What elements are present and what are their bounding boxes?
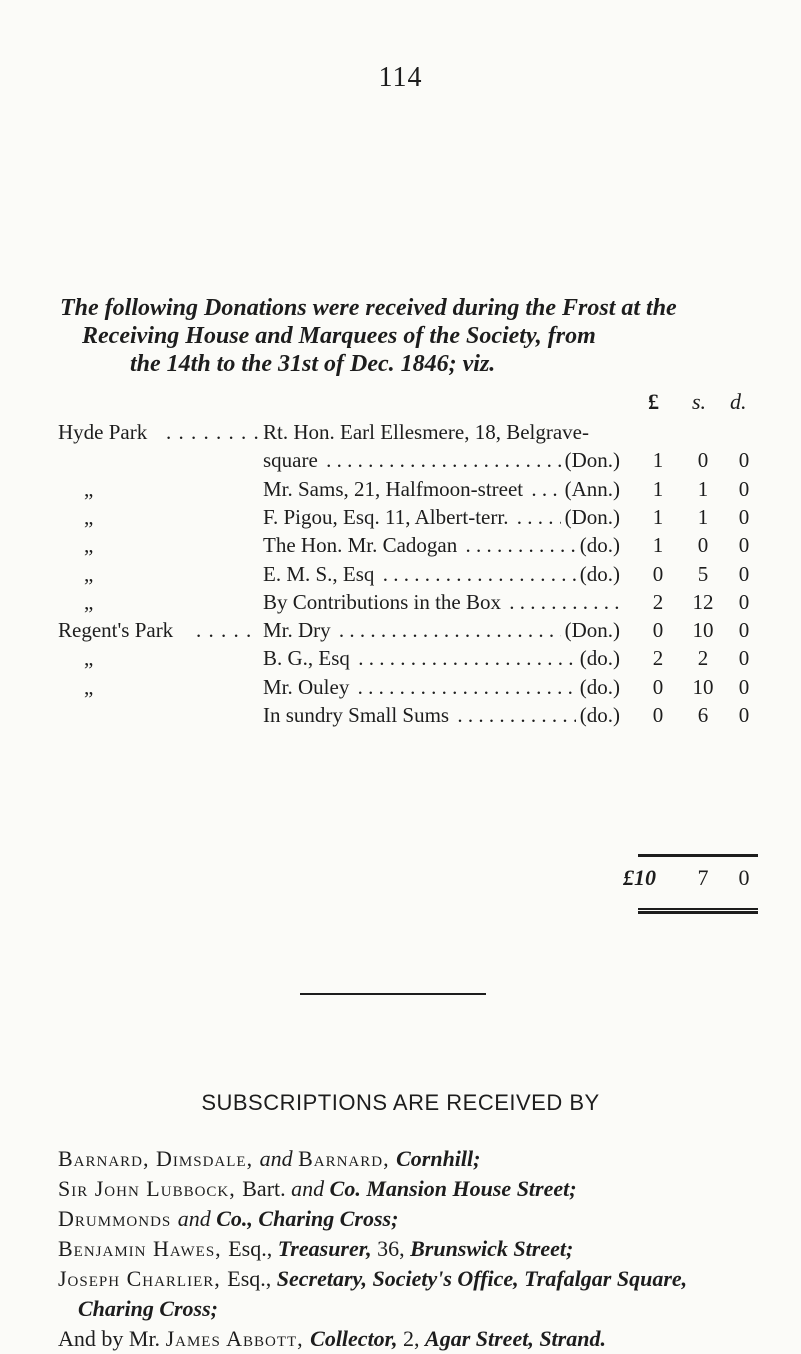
amount-pounds: 0 [652,561,664,586]
entry-segment: and [291,1176,330,1201]
donor-name: In sundry Small Sums [263,703,452,727]
donor-name: square [263,448,321,472]
amount-pence: 0 [738,448,750,473]
entry-segment: Bart. [242,1176,292,1201]
entry-segment: And by Mr. [58,1326,166,1351]
entry-segment: James Abbott, [165,1326,311,1351]
subscription-entry [58,1234,788,1264]
donation-row [0,644,801,672]
donation-place: „ [84,589,94,614]
donation-row [0,531,801,559]
section-divider [300,993,486,995]
entry-segment: Esq., [227,1266,277,1291]
donation-donor [263,560,621,588]
amount-shillings: 12 [692,589,714,614]
dot-leader: . . . . . [196,618,253,643]
donation-donor [263,531,621,559]
donation-donor [263,673,621,701]
entry-segment: Barnard, Dimsdale, [58,1146,260,1171]
donor-name: B. G., Esq [263,646,353,670]
subscription-entry [58,1294,788,1324]
heading-line-2: Receiving House and Marquees of the Society, from [82,323,596,349]
entry-segment: Co. Mansion House Street; [329,1176,577,1201]
entry-segment: Brunswick Street; [410,1236,574,1261]
donation-kind: (do.) [576,644,620,672]
donation-row [0,446,801,474]
donor-name: E. M. S., Esq [263,562,377,586]
amount-shillings: 1 [697,504,709,529]
entry-segment: Agar Street, Strand. [425,1326,606,1351]
amount-shillings: 10 [692,674,714,699]
entry-segment: and [177,1206,217,1231]
donation-place: „ [84,533,94,558]
entry-segment: Cornhill; [396,1146,481,1171]
total-pence: 0 [738,865,750,890]
donation-place: „ [84,674,94,699]
donation-place: „ [84,561,94,586]
amount-pounds: 1 [652,504,664,529]
donor-name: Rt. Hon. Earl Ellesmere, 18, Belgrave- [263,420,592,444]
amount-pounds: 2 [652,646,664,671]
entry-segment: Joseph Charlier, [58,1266,228,1291]
amount-pence: 0 [738,504,750,529]
amount-shillings: 6 [697,703,709,727]
amount-shillings: 5 [697,561,709,586]
total-double-rule [638,908,758,914]
subscriptions-list [58,1144,788,1354]
donation-kind: (Don.) [561,616,620,644]
donation-row [0,616,801,644]
amount-pounds: 0 [652,703,664,727]
donation-place: Regent's Park [58,618,174,643]
donation-place: „ [84,646,94,671]
donation-donor [263,418,621,446]
donation-place: „ [84,476,94,501]
amount-pounds: 1 [652,533,664,558]
donation-kind: (do.) [576,560,620,588]
amount-pence: 0 [738,589,750,614]
donation-kind: (do.) [576,531,620,559]
total-pounds: £10 [623,865,656,890]
donor-name: Mr. Ouley [263,675,352,699]
amount-pence: 0 [738,618,750,643]
total-shillings: 7 [697,865,709,890]
subscription-entry [58,1264,788,1294]
amount-shillings: 0 [697,448,709,473]
donor-name: Mr. Sams, 21, Halfmoon-street [263,477,526,501]
donation-place: Hyde Park [58,420,148,444]
subscriptions-title: SUBSCRIPTIONS ARE RECEIVED BY [201,1090,600,1115]
pence-column-header: d. [730,389,747,414]
donation-row [0,673,801,701]
donation-kind: (Don.) [561,503,620,531]
heading-line-3: the 14th to the 31st of Dec. 1846; viz. [130,351,496,377]
amount-shillings: 0 [697,533,709,558]
total-row [0,864,801,892]
sum-rule [638,854,758,857]
entry-segment: Charing Cross; [78,1296,219,1321]
dot-leader: . . . . . . . . [166,420,260,444]
entry-segment: 2, [403,1326,426,1351]
donation-row [0,560,801,588]
donation-row [0,588,801,616]
entry-segment: Treasurer, [277,1236,378,1261]
donation-kind: (Ann.) [561,475,620,503]
pounds-column-header: £ [648,389,659,414]
page-number: 114 [378,62,423,93]
entry-segment: Collector, [310,1326,404,1351]
donor-name: Mr. Dry [263,618,334,642]
amount-shillings: 2 [697,646,709,671]
entry-segment: 36, [377,1236,411,1261]
amount-pounds: 1 [652,476,664,501]
donation-donor [263,644,621,672]
donation-kind: (do.) [576,701,620,729]
amount-shillings: 10 [692,618,714,643]
amount-pounds: 0 [652,674,664,699]
donation-row [0,503,801,531]
donation-row [0,475,801,503]
donation-donor [263,701,621,729]
entry-segment: Sir John Lubbock, [58,1176,243,1201]
amount-pounds: 0 [652,618,664,643]
amount-pence: 0 [738,476,750,501]
amount-pence: 0 [738,533,750,558]
donations-heading [60,294,750,378]
amount-pence: 0 [738,646,750,671]
donation-donor [263,588,621,616]
amount-pounds: 2 [652,589,664,614]
entry-segment: Co., Charing Cross; [216,1206,399,1231]
entry-segment: Secretary, Society's Office, Trafalgar Square, [276,1266,688,1291]
donor-name: F. Pigou, Esq. 11, Albert-terr. [263,505,511,529]
amount-pounds: 1 [652,448,664,473]
entry-segment: Benjamin Hawes, [58,1236,229,1261]
subscription-entry [58,1174,788,1204]
subscription-entry [58,1324,788,1354]
donation-row [0,701,801,729]
amount-pence: 0 [738,561,750,586]
heading-line-1: The following Donations were received during the Frost at the [60,295,677,321]
donation-place: „ [84,504,94,529]
amount-pence: 0 [738,674,750,699]
entry-segment: Drummonds [58,1206,178,1231]
subscription-entry [58,1204,788,1234]
entry-segment: and [259,1146,299,1171]
donation-kind: (do.) [576,673,620,701]
shillings-column-header: s. [692,389,707,414]
subscription-entry [58,1144,788,1174]
amount-shillings: 1 [697,476,709,501]
donation-kind: (Don.) [561,446,620,474]
donor-name: By Contributions in the Box [263,590,504,614]
entry-segment: Barnard, [298,1146,397,1171]
donor-name: The Hon. Mr. Cadogan [263,533,460,557]
amount-pence: 0 [738,703,750,727]
donation-row [0,418,801,446]
entry-segment: Esq., [228,1236,278,1261]
